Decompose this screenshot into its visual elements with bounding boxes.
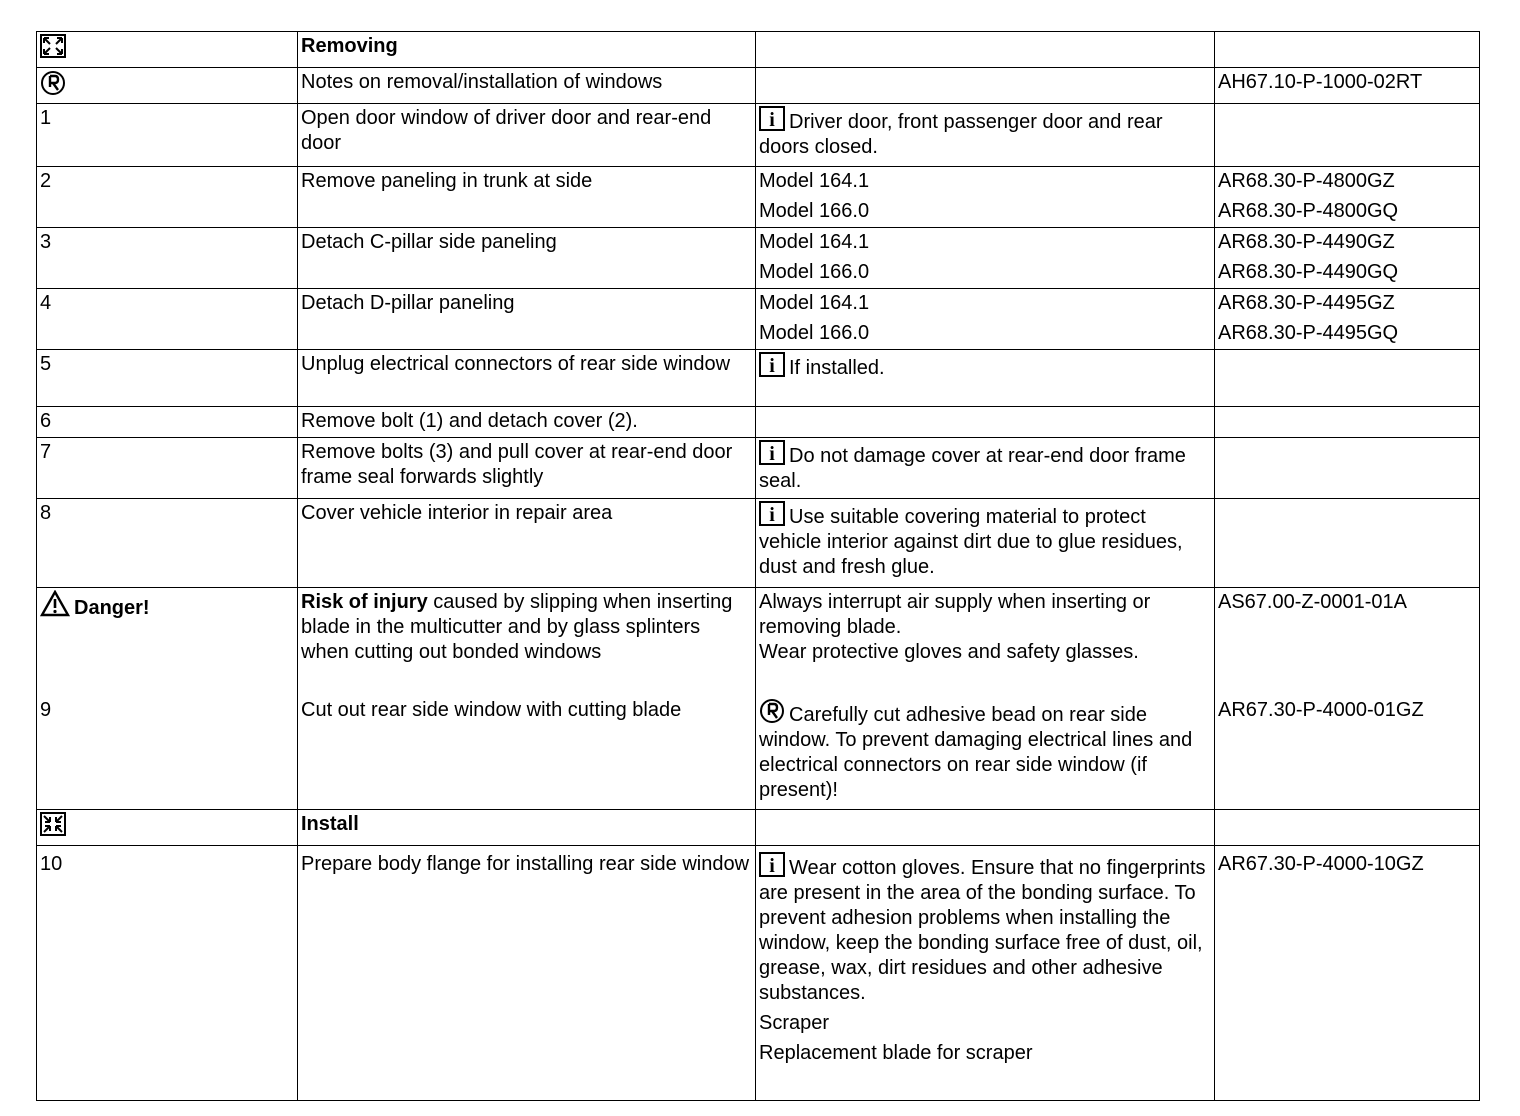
danger-note: Always interrupt air supply when inserting or removing blade. xyxy=(759,591,1151,638)
table-row xyxy=(37,228,1480,289)
table-row xyxy=(37,438,1480,499)
warning-triangle-icon xyxy=(40,590,70,617)
step-number: 4 xyxy=(40,292,52,314)
removal-section-icon xyxy=(40,34,66,58)
model-label: Model 166.0 xyxy=(759,261,870,283)
info-icon xyxy=(759,106,785,131)
reference-code: AR68.30-P-4490GZ xyxy=(1218,231,1395,253)
step-number: 1 xyxy=(40,107,52,129)
step-text: Detach C-pillar side paneling xyxy=(301,231,557,253)
svg-text:i: i xyxy=(769,355,775,377)
reference-code: AH67.10-P-1000-02RT xyxy=(1218,71,1423,93)
step-text: Detach D-pillar paneling xyxy=(301,292,515,314)
table-row xyxy=(37,350,1480,407)
step-number: 10 xyxy=(40,853,63,875)
step-note: Use suitable covering material to protect vehicle interior against dirt due to glue residues, dust and fresh glue. xyxy=(759,506,1183,578)
table-row xyxy=(37,68,1480,104)
procedure-table xyxy=(36,31,1480,1101)
model-label: Model 164.1 xyxy=(759,170,870,192)
step-text: Remove paneling in trunk at side xyxy=(301,170,593,192)
step-number: 9 xyxy=(40,699,52,721)
install-section-icon xyxy=(40,812,66,836)
tool-name: Scraper xyxy=(759,1012,830,1034)
step-text: Unplug electrical connectors of rear side window xyxy=(301,353,731,375)
reference-code: AR68.30-P-4495GQ xyxy=(1218,322,1399,344)
model-label: Model 164.1 xyxy=(759,231,870,253)
step-text: Remove bolt (1) and detach cover (2). xyxy=(301,410,638,432)
step-number: 7 xyxy=(40,441,52,463)
table-row xyxy=(37,588,1480,810)
step-text: Cut out rear side window with cutting blade xyxy=(301,699,682,721)
danger-note: Wear protective gloves and safety glasses. xyxy=(759,641,1139,663)
info-icon xyxy=(759,852,785,877)
step-text: Open door window of driver door and rear-end door xyxy=(301,107,712,154)
svg-text:i: i xyxy=(769,443,775,465)
svg-text:i: i xyxy=(769,504,775,526)
reference-code: AR67.30-P-4000-01GZ xyxy=(1218,699,1424,721)
step-number: 2 xyxy=(40,170,52,192)
table-row xyxy=(37,167,1480,228)
table-row xyxy=(37,407,1480,438)
model-label: Model 166.0 xyxy=(759,322,870,344)
svg-text:i: i xyxy=(769,109,775,131)
danger-label: Danger! xyxy=(74,597,150,619)
step-number: 5 xyxy=(40,353,52,375)
model-label: Model 164.1 xyxy=(759,292,870,314)
table-row xyxy=(37,104,1480,167)
tool-name: Replacement blade for scraper xyxy=(759,1042,1033,1064)
info-icon xyxy=(759,501,785,526)
reference-code: AS67.00-Z-0001-01A xyxy=(1218,591,1408,613)
removing-heading: Removing xyxy=(301,35,398,57)
notes-icon xyxy=(40,70,66,96)
reference-code: AR67.30-P-4000-10GZ xyxy=(1218,853,1424,875)
table-row xyxy=(37,289,1480,350)
step-text: Remove bolts (3) and pull cover at rear-end door frame seal forwards slightly xyxy=(301,441,733,488)
notes-text: Notes on removal/installation of windows xyxy=(301,71,663,93)
table-row xyxy=(37,810,1480,846)
notes-icon xyxy=(759,698,785,724)
model-label: Model 166.0 xyxy=(759,200,870,222)
table-row xyxy=(37,499,1480,588)
step-text: Cover vehicle interior in repair area xyxy=(301,502,613,524)
danger-text: caused by slipping when inserting blade in the multicutter and by glass splinters when cutting out bonded windows xyxy=(301,591,733,663)
danger-title: Risk of injury xyxy=(301,591,428,613)
step-number: 3 xyxy=(40,231,52,253)
reference-code: AR68.30-P-4800GZ xyxy=(1218,170,1395,192)
step-text: Prepare body flange for installing rear side window xyxy=(301,853,750,875)
step-note: Driver door, front passenger door and rear doors closed. xyxy=(759,111,1163,158)
step-number: 8 xyxy=(40,502,52,524)
reference-code: AR68.30-P-4495GZ xyxy=(1218,292,1395,314)
reference-code: AR68.30-P-4490GQ xyxy=(1218,261,1399,283)
table-row xyxy=(37,32,1480,68)
table-row xyxy=(37,846,1480,1101)
info-icon xyxy=(759,352,785,377)
step-note: Carefully cut adhesive bead on rear side window. To prevent damaging electrical lines and electrical connectors on rear side window (if present)! xyxy=(759,704,1193,801)
svg-text:i: i xyxy=(769,855,775,877)
step-note: Do not damage cover at rear-end door frame seal. xyxy=(759,445,1186,492)
info-icon xyxy=(759,440,785,465)
reference-code: AR68.30-P-4800GQ xyxy=(1218,200,1399,222)
install-heading: Install xyxy=(301,813,359,835)
step-number: 6 xyxy=(40,410,52,432)
step-note: Wear cotton gloves. Ensure that no fingerprints are present in the area of the bonding surface. To prevent adhesion problems when installing the window, keep the bonding surface free of dust, oil, grease, wax, dirt residues and other adhesive substances. xyxy=(759,857,1206,1004)
step-note: If installed. xyxy=(789,357,885,379)
